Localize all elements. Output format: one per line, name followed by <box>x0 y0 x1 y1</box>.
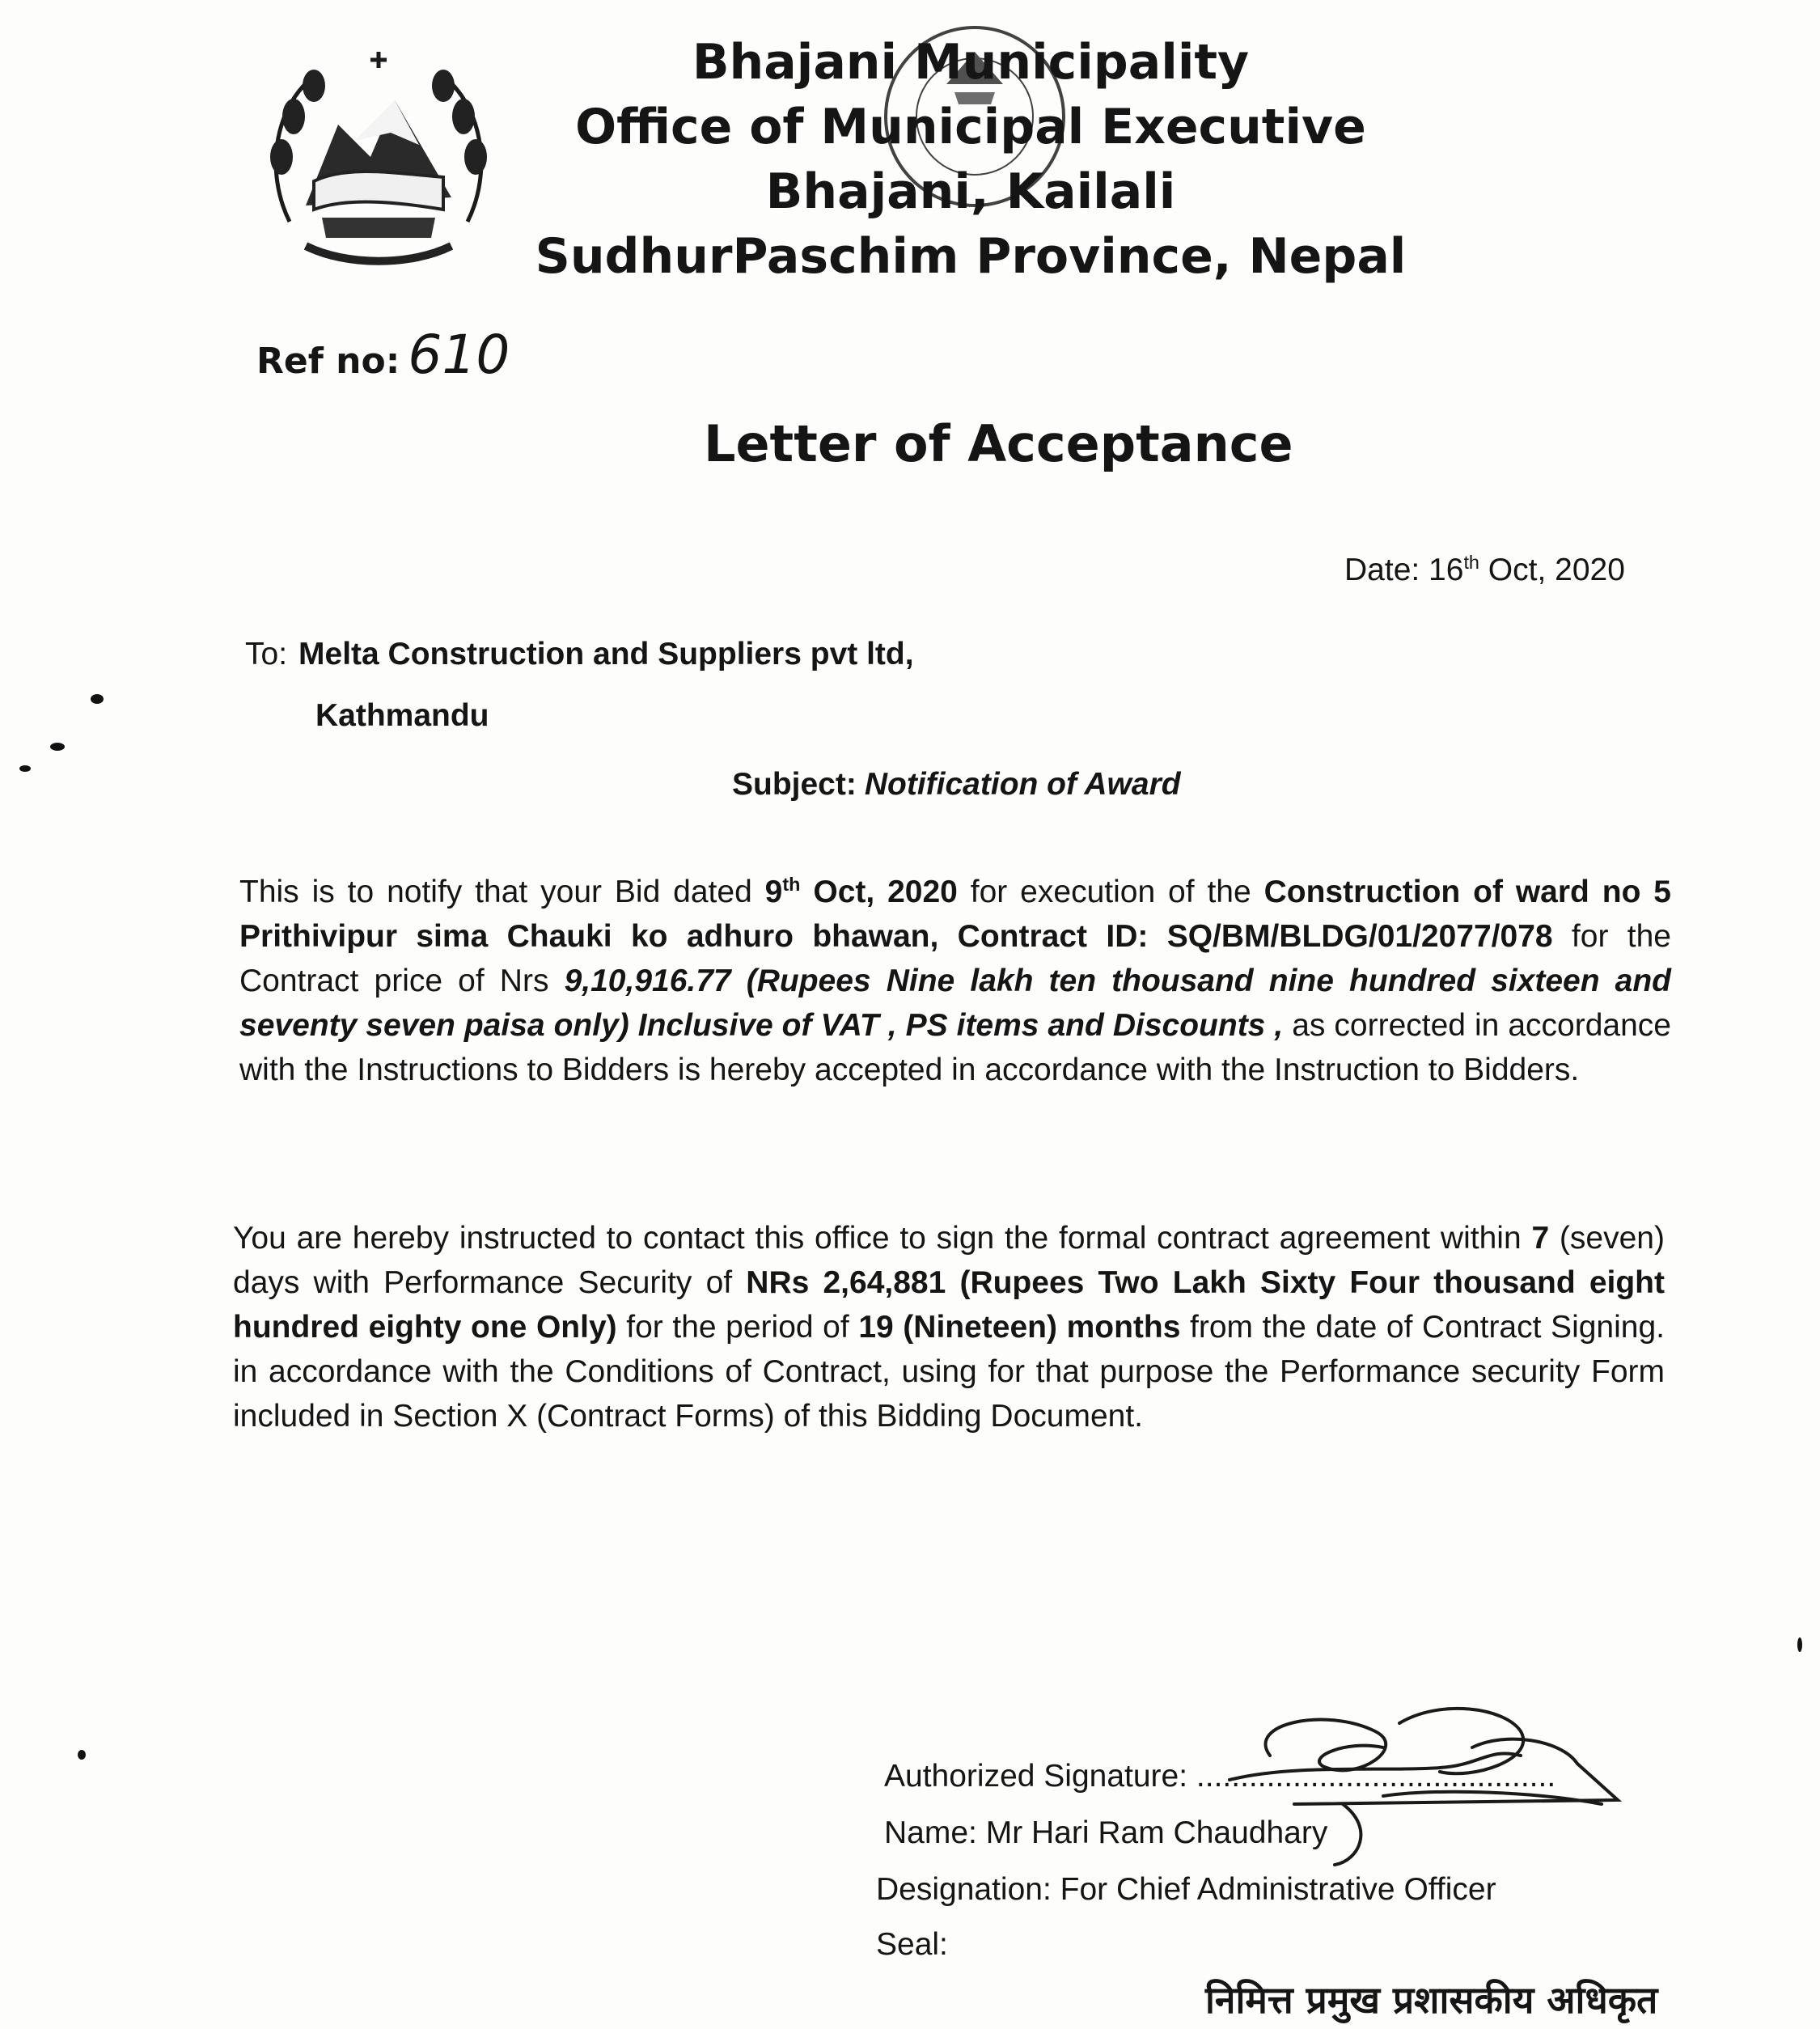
seal-label: Seal: <box>876 1927 948 1962</box>
scan-speck <box>91 694 104 704</box>
date-suffix: th <box>1463 552 1479 573</box>
date-month-year: Oct, 2020 <box>1479 553 1625 587</box>
scan-speck <box>50 743 65 751</box>
reference-number <box>256 324 510 386</box>
scan-speck <box>78 1750 86 1760</box>
instruction-paragraph <box>233 1216 1665 1438</box>
performance-security-amount: NRs 2,64,881 (Rupees Two Lakh Sixty Four thousand eight hundred eighty one Only) <box>233 1265 1665 1345</box>
security-period: 19 (Nineteen) months <box>858 1310 1181 1345</box>
letter-date <box>1344 553 1625 588</box>
subject-label: Subject: <box>732 767 857 802</box>
header-municipality: Bhajani Municipality <box>692 34 1250 91</box>
ref-value: 610 <box>408 324 510 386</box>
to-label: To: <box>245 637 288 671</box>
signatory-designation: Designation: For Chief Administrative Officer <box>876 1872 1496 1907</box>
scan-speck <box>1797 1637 1802 1652</box>
signatory-name: Name: Mr Hari Ram Chaudhary <box>884 1815 1328 1850</box>
scan-speck <box>19 765 31 772</box>
para2-text-3: for the period of <box>616 1310 859 1345</box>
para1-text-3: for the Contract price of Nrs <box>239 919 1671 998</box>
contract-price: 9,10,916.77 (Rupees Nine lakh ten thousand nine hundred sixteen and seventy seven paisa only) Inclusive of VAT , PS items and Discounts , <box>239 964 1671 1043</box>
contract-description: Construction of ward no 5 Prithivipur sima Chauki ko adhuro bhawan, Contract ID: SQ/BM/BLDG/01/2077/078 <box>239 875 1671 954</box>
authorized-signature-label: Authorized Signature: ......................................... <box>884 1759 1556 1794</box>
header-province: SudhurPaschim Province, Nepal <box>535 228 1407 285</box>
para2-text-1: You are hereby instructed to contact this office to sign the formal contract agreement within <box>233 1221 1532 1256</box>
recipient-name: Melta Construction and Suppliers pvt ltd, <box>298 637 914 671</box>
bid-date: 9th Oct, 2020 <box>764 874 958 909</box>
letter-title: Letter of Acceptance <box>704 414 1293 473</box>
subject-line <box>732 767 1181 803</box>
subject-value: Notification of Award <box>864 767 1181 802</box>
para1-text-4: as corrected in accordance with the Instructions to Bidders is hereby accepted in accordance with the Instruction to Bidders. <box>239 1008 1671 1087</box>
para2-text-4: from the date of Contract Signing. in accordance with the Conditions of Contract, using for that purpose the Performance security Form included in Section X (Contract Forms) of this Bidding Document. <box>233 1310 1665 1434</box>
header-location: Bhajani, Kailali <box>765 163 1176 220</box>
official-stamp-text: निमित्त प्रमुख प्रशासकीय अधिकृत <box>1205 1978 1658 2022</box>
header-office: Office of Municipal Executive <box>575 99 1366 155</box>
ref-label: Ref no: <box>256 341 400 382</box>
para1-text-2: for execution of the <box>957 875 1264 909</box>
date-day: Date: 16 <box>1344 553 1464 587</box>
recipient-city: Kathmandu <box>315 698 489 733</box>
days-count: 7 <box>1531 1221 1550 1256</box>
para1-text-1: This is to notify that your Bid dated <box>239 875 765 909</box>
award-paragraph <box>239 870 1671 1092</box>
recipient-line <box>245 637 914 672</box>
nepal-emblem-icon <box>257 36 500 278</box>
para2-text-2: (seven) days with Performance Security of <box>233 1221 1665 1300</box>
